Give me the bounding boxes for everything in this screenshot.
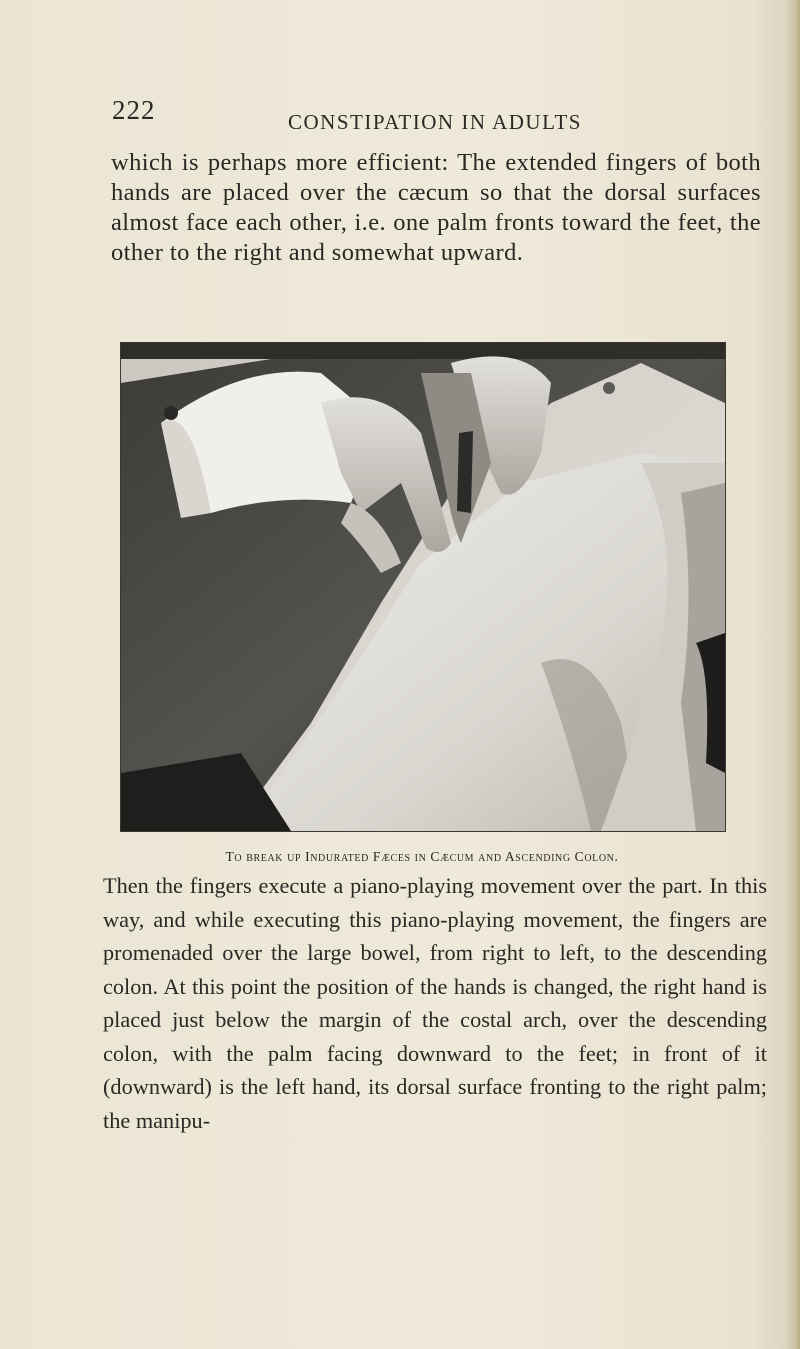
figure-photograph bbox=[120, 342, 726, 832]
hands-on-abdomen-photo bbox=[121, 343, 725, 831]
paragraph-1: which is perhaps more efficient: The extended fingers of both hands are placed over the cæcum so that the dorsal surfaces almost face each other, i.e. one palm fronts toward the feet, the other to the right and somewhat upward. bbox=[111, 149, 761, 266]
figure-caption bbox=[120, 849, 724, 865]
page-edge-shadow bbox=[786, 0, 800, 1349]
figure-caption-text: To break up Indurated Fæces in Cæcum and Ascending Colon. bbox=[225, 849, 619, 864]
page-number: 222 bbox=[112, 95, 156, 125]
paragraph-2: Then the fingers execute a piano-playing movement over the part. In this way, and while executing this piano-playing movement, the fingers are promenaded over the large bowel, from right to left, to the descending colon. At this point the position of the hands is changed, the right hand is placed just below the margin of the costal arch, over the descending colon, with the palm facing downward to the feet; in front of it (downward) is the left hand, its dorsal surface fronting to the right palm; the manipu- bbox=[103, 873, 767, 1133]
running-head: CONSTIPATION IN ADULTS bbox=[288, 110, 582, 134]
